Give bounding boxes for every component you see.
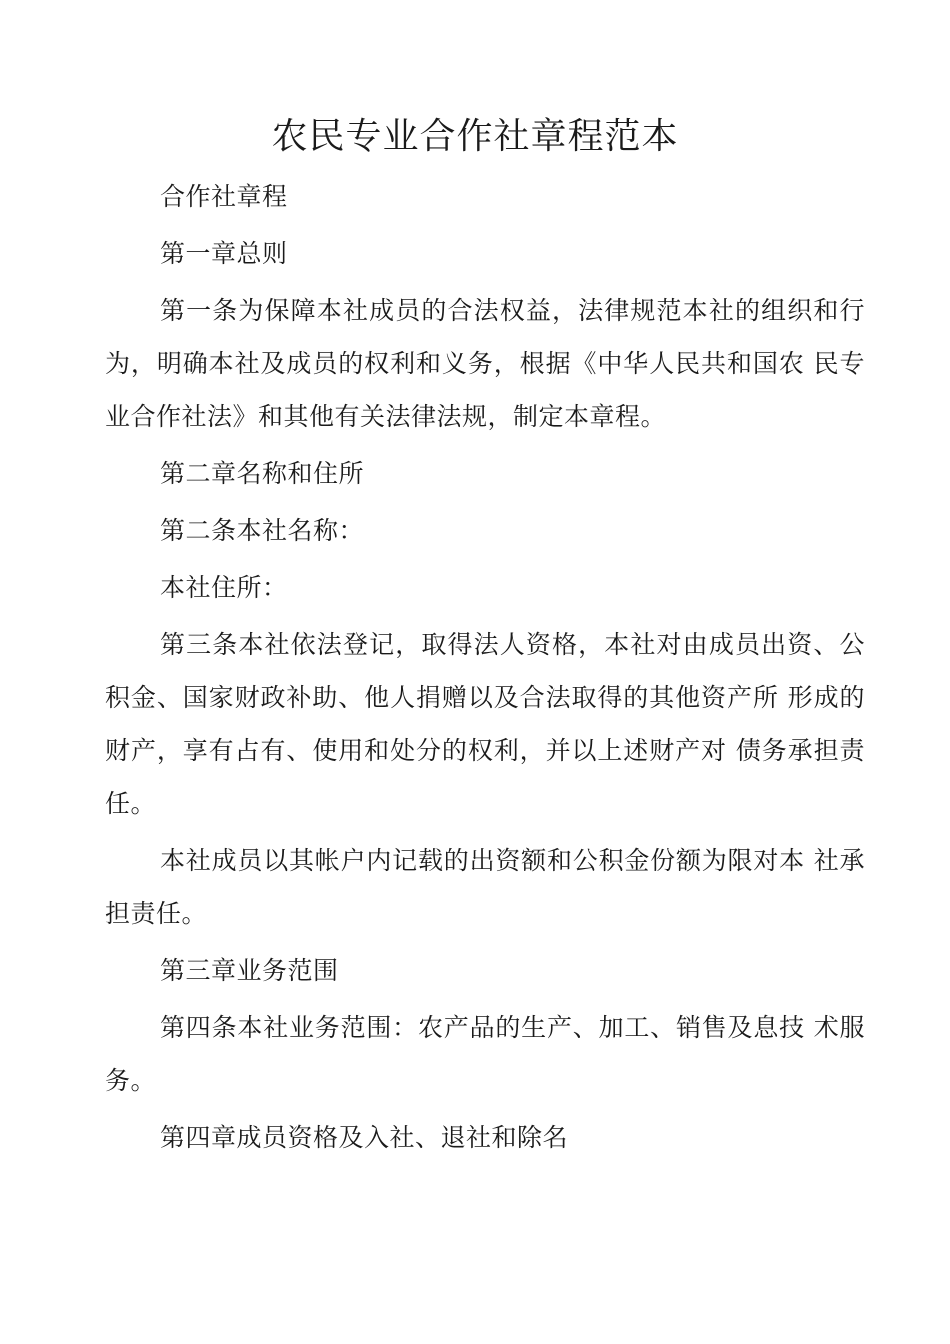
- chapter-3-heading: 第三章业务范围: [160, 956, 339, 985]
- article-1: 第一条为保障本社成员的合法权益，法律规范本社的组织和行为，明确本社及成员的权利和义务，根据《中华人民共和国农 民专业合作社法》和其他有关法律法规，制定本章程。: [105, 296, 865, 431]
- chapter-1-heading: 第一章总则: [160, 239, 288, 268]
- article-4: 第四条本社业务范围：农产品的生产、加工、销售及息技 术服务。: [105, 1013, 865, 1095]
- document-body: [105, 170, 865, 1168]
- document-title: 农民专业合作社章程范本: [271, 116, 679, 157]
- article-3: 第三条本社依法登记，取得法人资格，本社对由成员出资、公积金、国家财政补助、他人捐赠以及合法取得的其他资产所 形成的财产，享有占有、使用和处分的权利，并以上述财产对 债务承担责任。: [105, 630, 865, 818]
- chapter-2-heading: 第二章名称和住所: [160, 459, 365, 488]
- article-3-liability: 本社成员以其帐户内记载的出资额和公积金份额为限对本 社承担责任。: [105, 846, 865, 928]
- chapter-4-heading: 第四章成员资格及入社、退社和除名: [160, 1123, 569, 1152]
- heading-charter: 合作社章程: [160, 182, 288, 211]
- article-2-name: 第二条本社名称：: [160, 516, 365, 545]
- article-2-address: 本社住所：: [160, 573, 288, 602]
